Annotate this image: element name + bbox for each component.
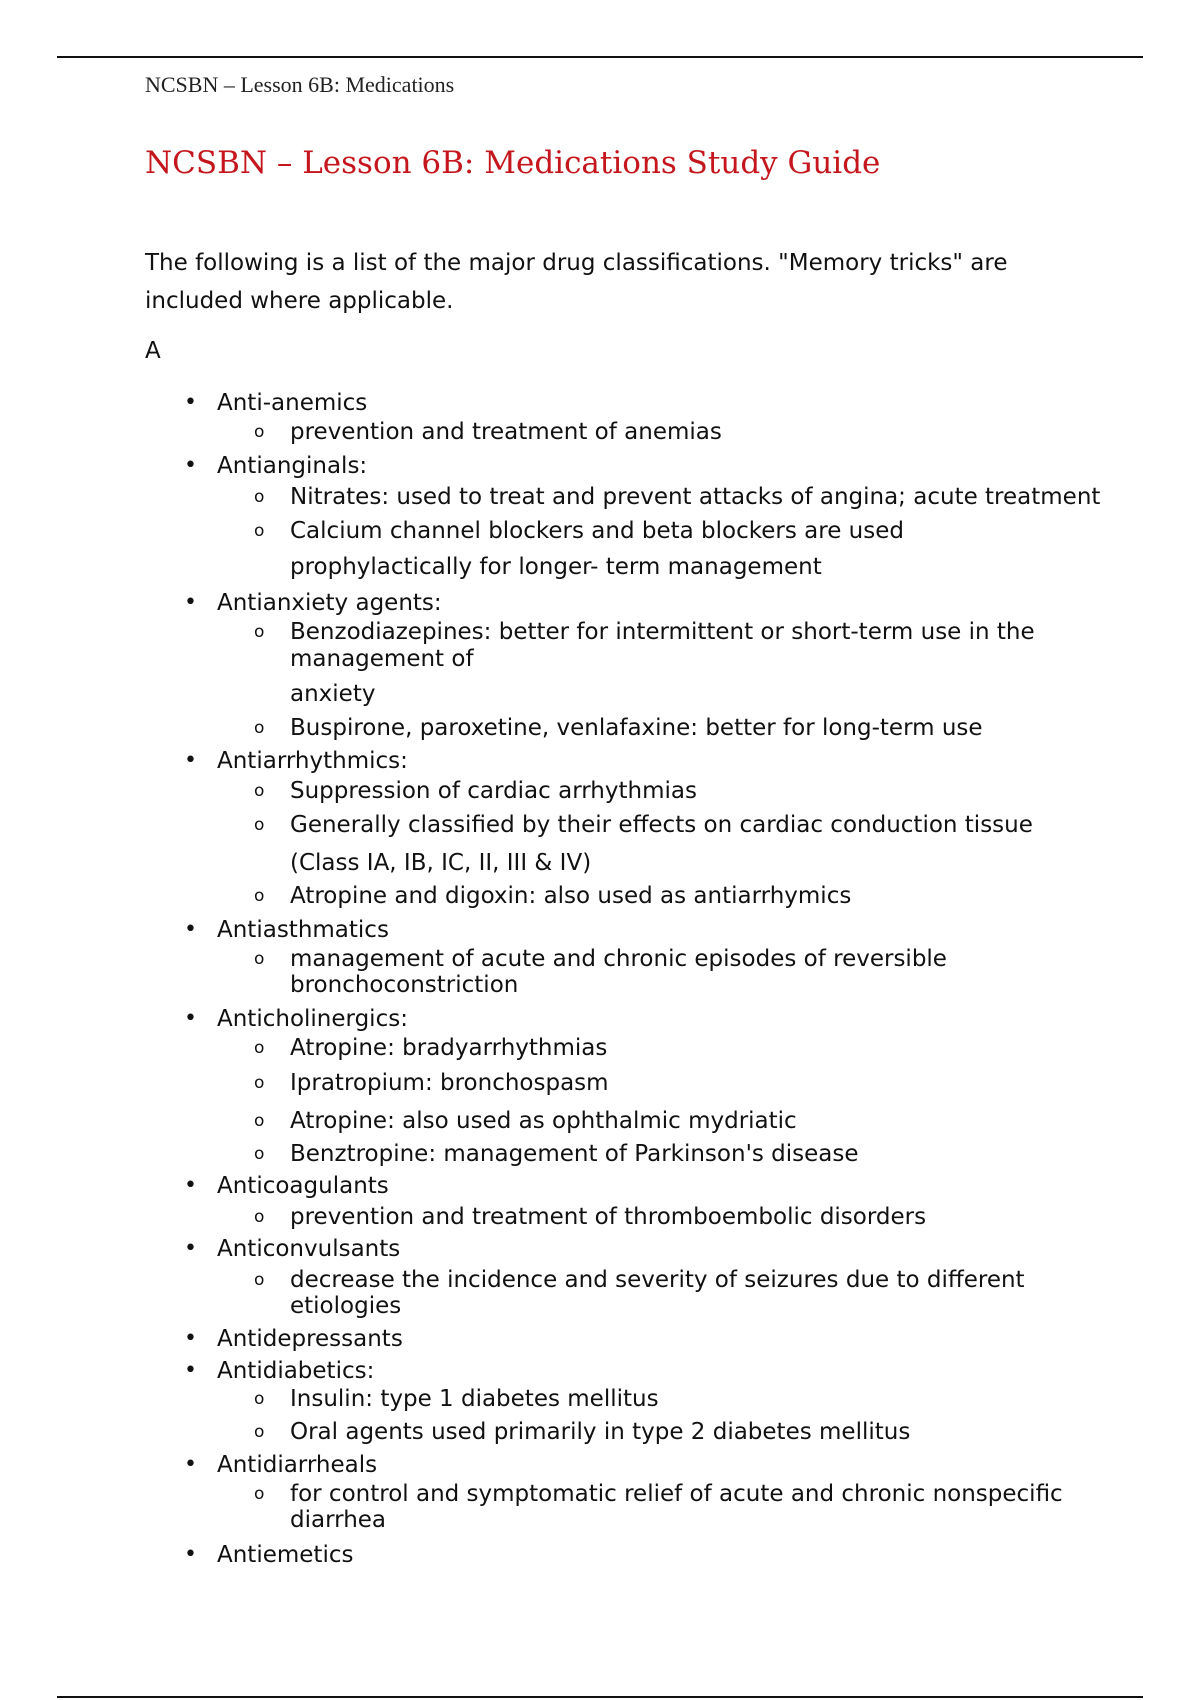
entry-sub-continuation: (Class IA, IB, IC, II, III & IV) [290,850,592,876]
sub-bullet: o [254,622,265,642]
bullet: • [184,748,197,773]
entry-sub: Insulin: type 1 diabetes mellitus [290,1386,659,1412]
entry-label-anticoagulants: Anticoagulants [217,1173,389,1199]
sub-bullet: o [254,1144,265,1164]
entry-sub-continuation: bronchoconstriction [290,972,519,998]
running-header: NCSBN – Lesson 6B: Medications [145,72,455,97]
document-title: NCSBN – Lesson 6B: Medications Study Guide [145,145,881,181]
bullet: • [184,1358,197,1383]
entry-label-anticonvulsants: Anticonvulsants [217,1236,401,1262]
intro-paragraph: The following is a list of the major drug classifications. "Memory tricks" are included where applicable. [145,250,1008,314]
entry-sub: Nitrates: used to treat and prevent attacks of angina; acute treatment [290,484,1101,510]
entry-label-antiasthmatics: Antiasthmatics [217,917,389,943]
entry-sub: Buspirone, paroxetine, venlafaxine: better for long-term use [290,715,983,741]
sub-bullet: o [254,718,265,738]
entry-sub: Atropine: also used as ophthalmic mydriatic [290,1108,797,1134]
bullet: • [184,917,197,942]
bullet: • [184,590,197,615]
sub-bullet: o [254,1111,265,1131]
entry-sub: Benztropine: management of Parkinson's disease [290,1141,859,1167]
entry-sub-continuation: diarrhea [290,1507,387,1533]
entry-label-antianxiety: Antianxiety agents: [217,590,442,616]
entry-label-anticholinergics: Anticholinergics: [217,1006,408,1032]
entry-label-antidiarrheals: Antidiarrheals [217,1452,378,1478]
entry-label-antiemetics: Antiemetics [217,1542,354,1568]
entry-label-antiarrhythmics: Antiarrhythmics: [217,748,408,774]
sub-bullet: o [254,815,265,835]
entry-sub: Atropine and digoxin: also used as antiarrhymics [290,883,852,909]
bullet: • [184,1542,197,1567]
sub-bullet: o [254,1207,265,1227]
entry-sub-continuation: management of [290,646,474,672]
entry-sub-continuation: etiologies [290,1293,402,1319]
sub-bullet: o [254,422,265,442]
entry-sub-continuation: anxiety [290,681,376,707]
entry-sub: for control and symptomatic relief of acute and chronic nonspecific [290,1481,1063,1507]
bullet: • [184,1236,197,1261]
sub-bullet: o [254,1422,265,1442]
footer-rule [57,1696,1143,1698]
sub-bullet: o [254,1073,265,1093]
sub-bullet: o [254,487,265,507]
entry-sub: Oral agents used primarily in type 2 diabetes mellitus [290,1419,911,1445]
sub-bullet: o [254,1389,265,1409]
bullet: • [184,1326,197,1351]
entry-label-antidepressants: Antidepressants [217,1326,403,1352]
entry-sub: prevention and treatment of thromboembolic disorders [290,1204,927,1230]
bullet: • [184,1006,197,1031]
bullet: • [184,453,197,478]
sub-bullet: o [254,521,265,541]
entry-label-anti-anemics: Anti-anemics [217,390,368,416]
sub-bullet: o [254,1038,265,1058]
entry-sub: Benzodiazepines: better for intermittent or short-term use in the [290,619,1035,645]
entry-sub: Ipratropium: bronchospasm [290,1070,609,1096]
entry-sub: Atropine: bradyarrhythmias [290,1035,608,1061]
entry-label-antidiabetics: Antidiabetics: [217,1358,375,1384]
entry-sub: Calcium channel blockers and beta blockers are used [290,518,904,544]
section-letter: A [145,338,161,364]
bullet: • [184,1173,197,1198]
entry-sub-continuation: prophylactically for longer- term management [290,554,822,580]
entry-sub: decrease the incidence and severity of seizures due to different [290,1267,1025,1293]
entry-sub: Generally classified by their effects on cardiac conduction tissue [290,812,1033,838]
entry-sub: prevention and treatment of anemias [290,419,722,445]
entry-sub: management of acute and chronic episodes of reversible [290,946,947,972]
bullet: • [184,390,197,415]
sub-bullet: o [254,886,265,906]
entry-label-antianginals: Antianginals: [217,453,368,479]
sub-bullet: o [254,949,265,969]
bullet: • [184,1452,197,1477]
sub-bullet: o [254,1484,265,1504]
entry-sub: Suppression of cardiac arrhythmias [290,778,697,804]
sub-bullet: o [254,781,265,801]
sub-bullet: o [254,1270,265,1290]
